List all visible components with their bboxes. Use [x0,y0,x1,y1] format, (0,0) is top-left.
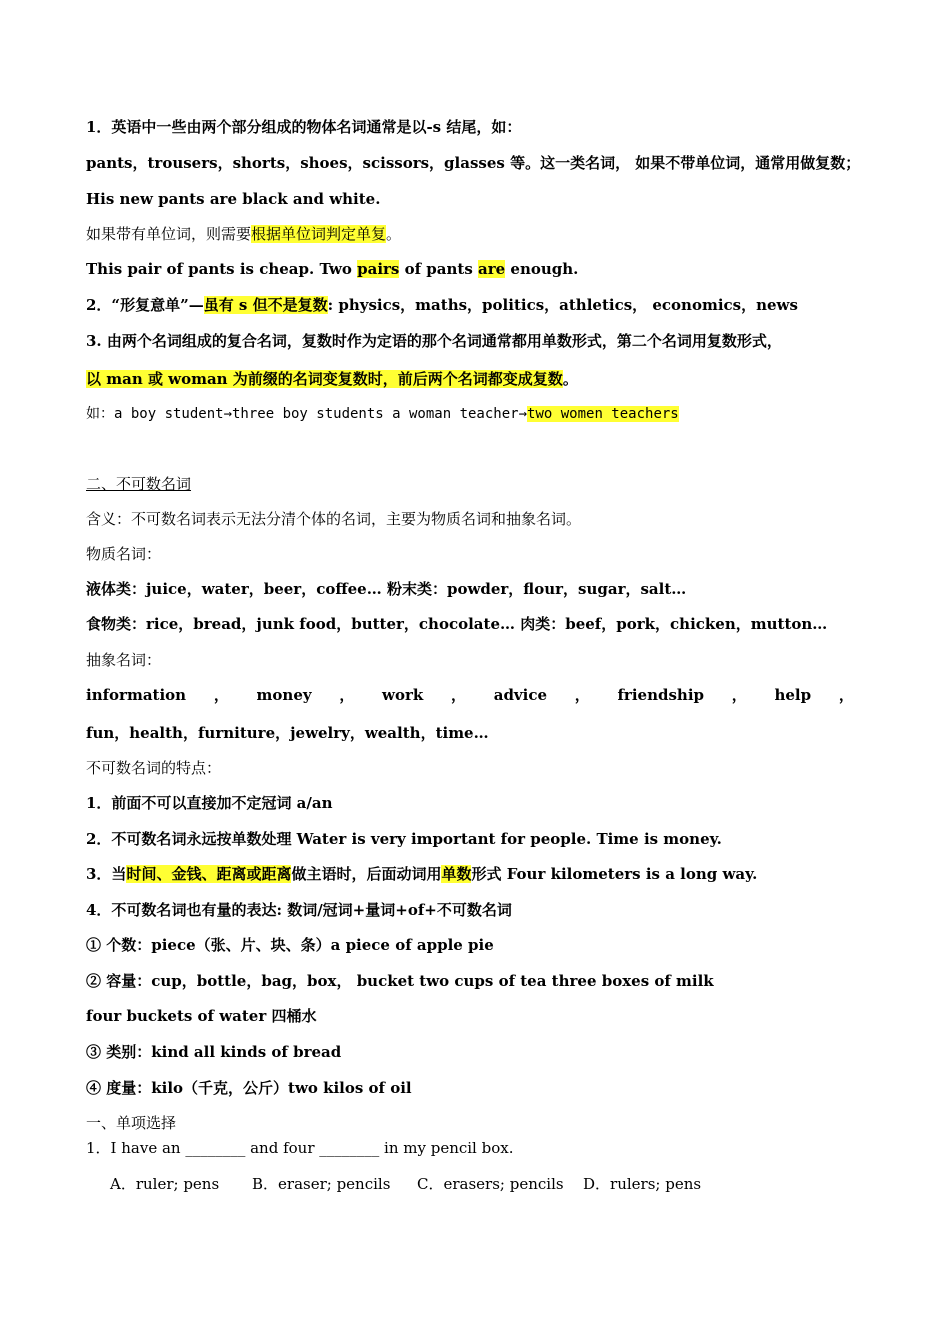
section-heading: 二、不可数名词 [86,475,192,493]
para-1: 1．英语中一些由两个部分组成的物体名词通常是以-s 结尾，如： [86,118,522,136]
measure-2: ② 容量：cup，bottle，bag，box， bucket two cups of tea three boxes of milk [86,972,714,990]
word: ， [339,686,355,704]
word: friendship [617,686,705,704]
text: 形式 Four kilometers is a long way. [471,865,758,883]
highlight: 虽有 s 但不是复数 [203,296,328,314]
text: 如果带有单位词，则需要 [86,225,252,243]
abstract-row-1 [86,685,854,705]
word: advice [493,686,548,704]
highlight: pairs [357,260,400,278]
food-line: 食物类：rice，bread，junk food，butter，chocolate… 肉类：beef，pork，chicken，mutton… [86,615,828,633]
feature-1: 1．前面不可以直接加不定冠词 a/an [86,794,333,812]
text: 做主语时，后面动词用 [291,865,442,883]
feature-4: 4．不可数名词也有量的表达: 数词/冠词+量词+of+不可数名词 [86,901,512,919]
para-8 [86,369,578,389]
measure-1: ① 个数：piece（张、片、块、条）a piece of apple pie [86,936,494,954]
text: 如：a boy student→three boy students a woman teacher→ [86,406,528,422]
measure-3: ③ 类别：kind all kinds of bread [86,1043,342,1061]
word: work [382,686,424,704]
feature-3 [86,864,757,884]
option-a: A．ruler; pens [110,1175,220,1193]
para-9 [86,404,679,424]
option-b: B．eraser; pencils [252,1175,391,1193]
text: 。 [562,370,578,388]
highlight: two women teachers [527,406,679,422]
para-3: His new pants are black and white. [86,190,381,208]
word: ， [731,686,747,704]
para-2: pants，trousers，shorts，shoes，scissors，glasses 等。这一类名词， 如果不带单位词，通常用做复数； [86,154,861,172]
text: of pants [399,260,478,278]
text: 3．当 [86,865,127,883]
highlight: 时间、金钱、距离或距离 [126,865,292,883]
definition: 含义：不可数名词表示无法分清个体的名词，主要为物质名词和抽象名词。 [86,510,582,528]
word: ， [450,686,466,704]
text: This pair of pants is cheap. Two [86,260,358,278]
highlight: 以 man 或 woman 为前缀的名词变复数时，前后两个名词都变成复数 [86,370,563,388]
para-7: 3. 由两个名词组成的复合名词，复数时作为定语的那个名词通常都用单数形式，第二个名词用复数形式， [86,332,782,350]
measure-2b: four buckets of water 四桶水 [86,1007,317,1025]
text: 。 [386,225,402,243]
word: ， [838,686,854,704]
text: 2．“形复意单”— [86,296,204,314]
word: ， [213,686,229,704]
word: information [86,686,187,704]
abstract-row-2: fun，health，furniture，jewelry，wealth，time… [86,724,489,742]
question-1: 1．I have an ________ and four ________ in my pencil box. [86,1139,514,1157]
feature-2: 2．不可数名词永远按单数处理 Water is very important for people. Time is money. [86,830,722,848]
liquid-line: 液体类：juice，water，beer，coffee… 粉末类：powder，flour，sugar，salt… [86,580,687,598]
word: money [256,686,312,704]
option-c: C．erasers; pencils [417,1175,564,1193]
text: enough. [505,260,579,278]
highlight: 单数 [441,865,472,883]
features-label: 不可数名词的特点： [86,759,222,777]
exercise-heading: 一、单项选择 [86,1114,177,1132]
text: : physics，maths，politics，athletics， economics，news [327,296,798,314]
option-d: D．rulers; pens [583,1175,702,1193]
word: ， [574,686,590,704]
para-4 [86,224,401,244]
abstract-label: 抽象名词： [86,651,162,669]
para-6 [86,295,798,315]
highlight: 根据单位词判定单复 [251,225,387,243]
material-label: 物质名词： [86,545,162,563]
measure-4: ④ 度量：kilo（千克，公斤）two kilos of oil [86,1079,412,1097]
highlight: are [478,260,506,278]
word: help [774,686,812,704]
para-5 [86,259,578,279]
